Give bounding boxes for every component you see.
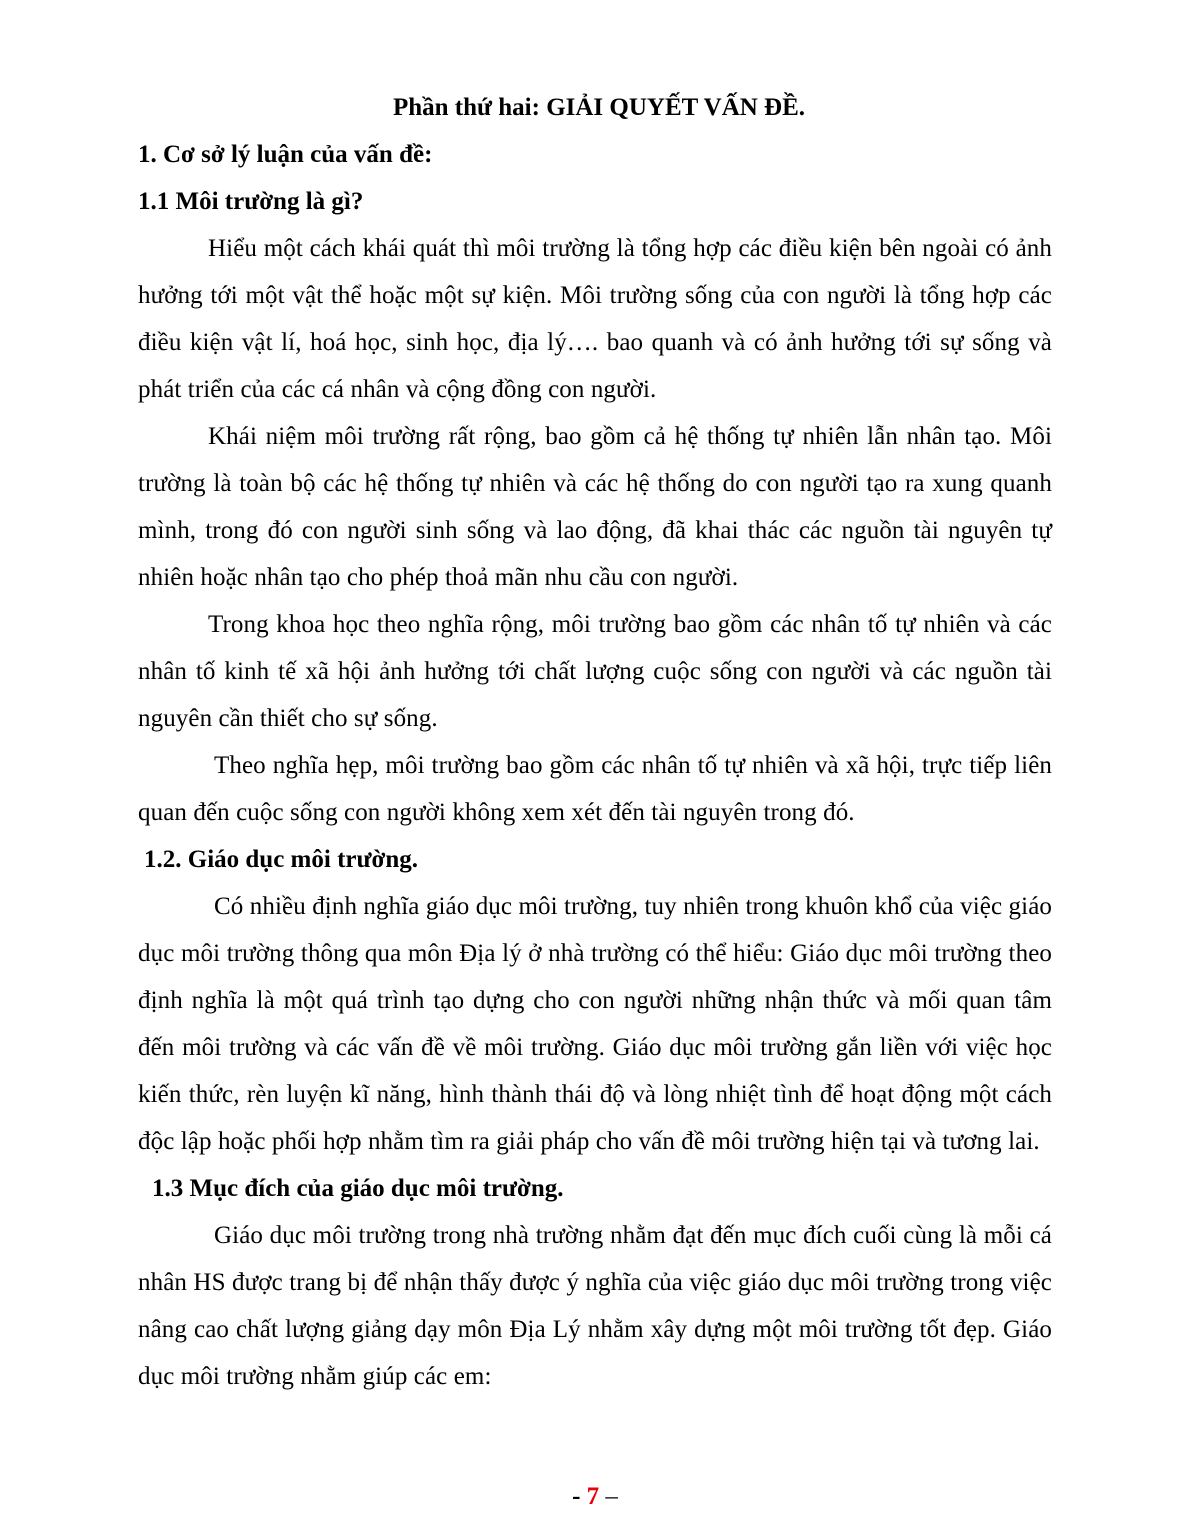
- paragraph: Hiểu một cách khái quát thì môi trường là tổng hợp các điều kiện bên ngoài có ảnh hưởng tới một vật thể hoặc một sự kiện. Môi trường sống của con người là tổng hợp các điều kiện vật lí, hoá học, sinh học, địa lý…. bao quanh và có ảnh hưởng tới sự sống và phát triển của các cá nhân và cộng đồng con người.: [138, 235, 1052, 403]
- paragraph: Trong khoa học theo nghĩa rộng, môi trường bao gồm các nhân tố tự nhiên và các nhân tố kinh tế xã hội ảnh hưởng tới chất lượng cuộc sống con người và các nguồn tài nguyên cần thiết cho sự sống.: [138, 611, 1052, 732]
- page-footer: [0, 1482, 1190, 1512]
- paragraph: Khái niệm môi trường rất rộng, bao gồm cả hệ thống tự nhiên lẫn nhân tạo. Môi trường là toàn bộ các hệ thống tự nhiên và các hệ thống do con người tạo ra xung quanh mình, trong đó con người sinh sống và lao động, đã khai thác các nguồn tài nguyên tự nhiên hoặc nhân tạo cho phép thoả mãn nhu cầu con người.: [138, 423, 1052, 591]
- paragraph: Có nhiều định nghĩa giáo dục môi trường, tuy nhiên trong khuôn khổ của việc giáo dục môi trường thông qua môn Địa lý ở nhà trường có thể hiểu: Giáo dục môi trường theo định nghĩa là một quá trình tạo dựng cho con người những nhận thức và mối quan tâm đến môi trường và các vấn đề về môi trường. Giáo dục môi trường gắn liền với việc học kiến thức, rèn luyện kĩ năng, hình thành thái độ và lòng nhiệt tình để hoạt động một cách độc lập hoặc phối hợp nhằm tìm ra giải pháp cho vấn đề môi trường hiện tại và tương lai.: [138, 893, 1052, 1155]
- document-page: [138, 84, 1052, 1400]
- page-number: 7: [586, 1483, 600, 1510]
- section-heading-1-2: 1.2. Giáo dục môi trường.: [144, 846, 418, 873]
- paragraph: Theo nghĩa hẹp, môi trường bao gồm các nhân tố tự nhiên và xã hội, trực tiếp liên quan đến cuộc sống con người không xem xét đến tài nguyên trong đó.: [138, 752, 1052, 826]
- section-heading-1: 1. Cơ sở lý luận của vấn đề:: [138, 141, 433, 168]
- page-number-dash-right: –: [605, 1483, 618, 1510]
- section-heading-1-3: 1.3 Mục đích của giáo dục môi trường.: [152, 1175, 564, 1202]
- page-number-dash-left: -: [572, 1483, 581, 1510]
- section-heading-1-1: 1.1 Môi trường là gì?: [138, 188, 364, 215]
- document-title: Phần thứ hai: GIẢI QUYẾT VẤN ĐỀ.: [392, 94, 806, 121]
- paragraph: Giáo dục môi trường trong nhà trường nhằm đạt đến mục đích cuối cùng là mỗi cá nhân HS được trang bị để nhận thấy được ý nghĩa của việc giáo dục môi trường trong việc nâng cao chất lượng giảng dạy môn Địa Lý nhằm xây dựng một môi trường tốt đẹp. Giáo dục môi trường nhằm giúp các em:: [138, 1222, 1052, 1390]
